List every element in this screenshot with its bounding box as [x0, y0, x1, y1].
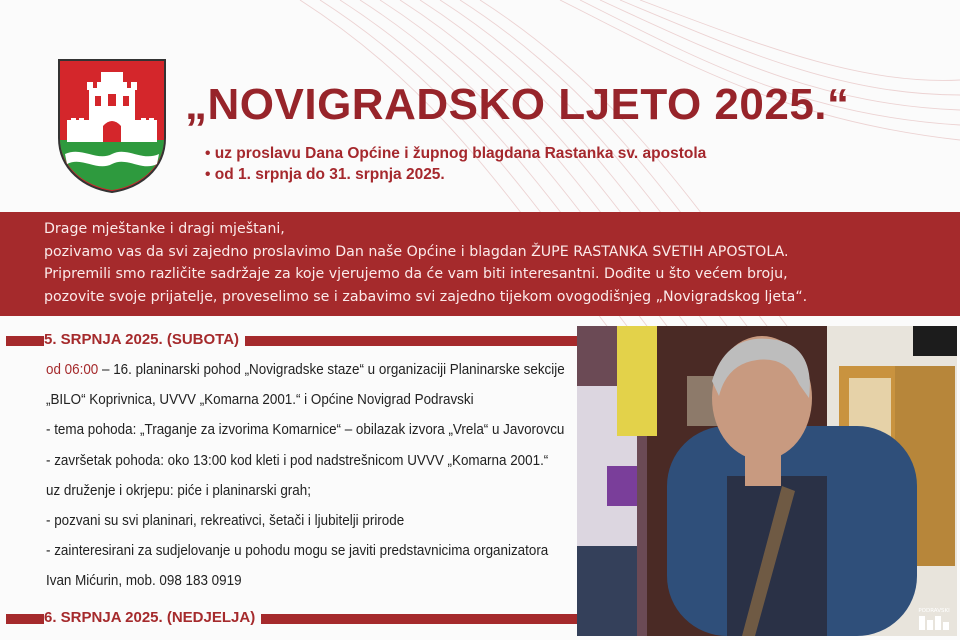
- event-line: - zainteresirani za sudjelovanje u pohodu mogu se javiti predstavnicima organizatora: [46, 543, 549, 560]
- photo-scene: [577, 326, 957, 636]
- section-heading-saturday: 5. SRPNJA 2025. (SUBOTA): [44, 331, 245, 348]
- portrait-photo: [577, 326, 957, 636]
- intro-line: Drage mještanke i dragi mještani,: [44, 221, 285, 237]
- subtitle-bullets: [205, 143, 706, 185]
- event-line-first: [46, 358, 565, 388]
- intro-line: Pripremili smo različite sadržaje za koje vjerujemo da će vam biti interesantni. Dođite u što većem broju,: [44, 266, 788, 282]
- intro-line: pozovite svoje prijatelje, proveselimo se i zabavimo svi zajedno tijekom ovogodišnjeg „Novigradskog ljeta“.: [44, 288, 808, 305]
- event-line: Ivan Mićurin, mob. 098 183 0919: [46, 573, 242, 590]
- event-description: [46, 358, 576, 600]
- event-line: „BILO“ Koprivnica, UVVV „Komarna 2001.“ i Općine Novigrad Podravski: [46, 392, 474, 409]
- intro-line: pozivamo vas da svi zajedno proslavimo Dan naše Općine i blagdan ŽUPE RASTANKA SVETIH APOSTOLA.: [44, 243, 789, 260]
- bullet-occasion: • uz proslavu Dana Općine i župnog blagdana Rastanka sv. apostola: [205, 143, 706, 164]
- poster-title: „NOVIGRADSKO LJETO 2025.“: [185, 80, 850, 129]
- podravski-watermark: PODRAVSKI: [918, 608, 950, 614]
- novigrad-coat-of-arms-icon: [57, 58, 167, 194]
- podravski-logo-icon: [915, 604, 953, 634]
- section-heading-sunday: 6. SRPNJA 2025. (NEDJELJA): [44, 609, 261, 626]
- event-title: – 16. planinarski pohod „Novigradske staze“ u organizaciji Planinarske sekcije: [98, 362, 565, 378]
- event-line: - tema pohoda: „Traganje za izvorima Komarnice“ – obilazak izvora „Vrela“ u Javorovcu: [46, 422, 565, 439]
- bullet-dates: • od 1. srpnja do 31. srpnja 2025.: [205, 164, 706, 185]
- event-line: uz druženje i okrjepu: piće i planinarski grah;: [46, 482, 311, 499]
- event-line: - završetak pohoda: oko 13:00 kod kleti i pod nadstrešnicom UVVV „Komarna 2001.“: [46, 452, 549, 469]
- event-line: - pozvani su svi planinari, rekreativci, šetači i ljubitelji prirode: [46, 512, 405, 529]
- event-time: od 06:00: [46, 362, 99, 378]
- intro-text: [44, 218, 944, 308]
